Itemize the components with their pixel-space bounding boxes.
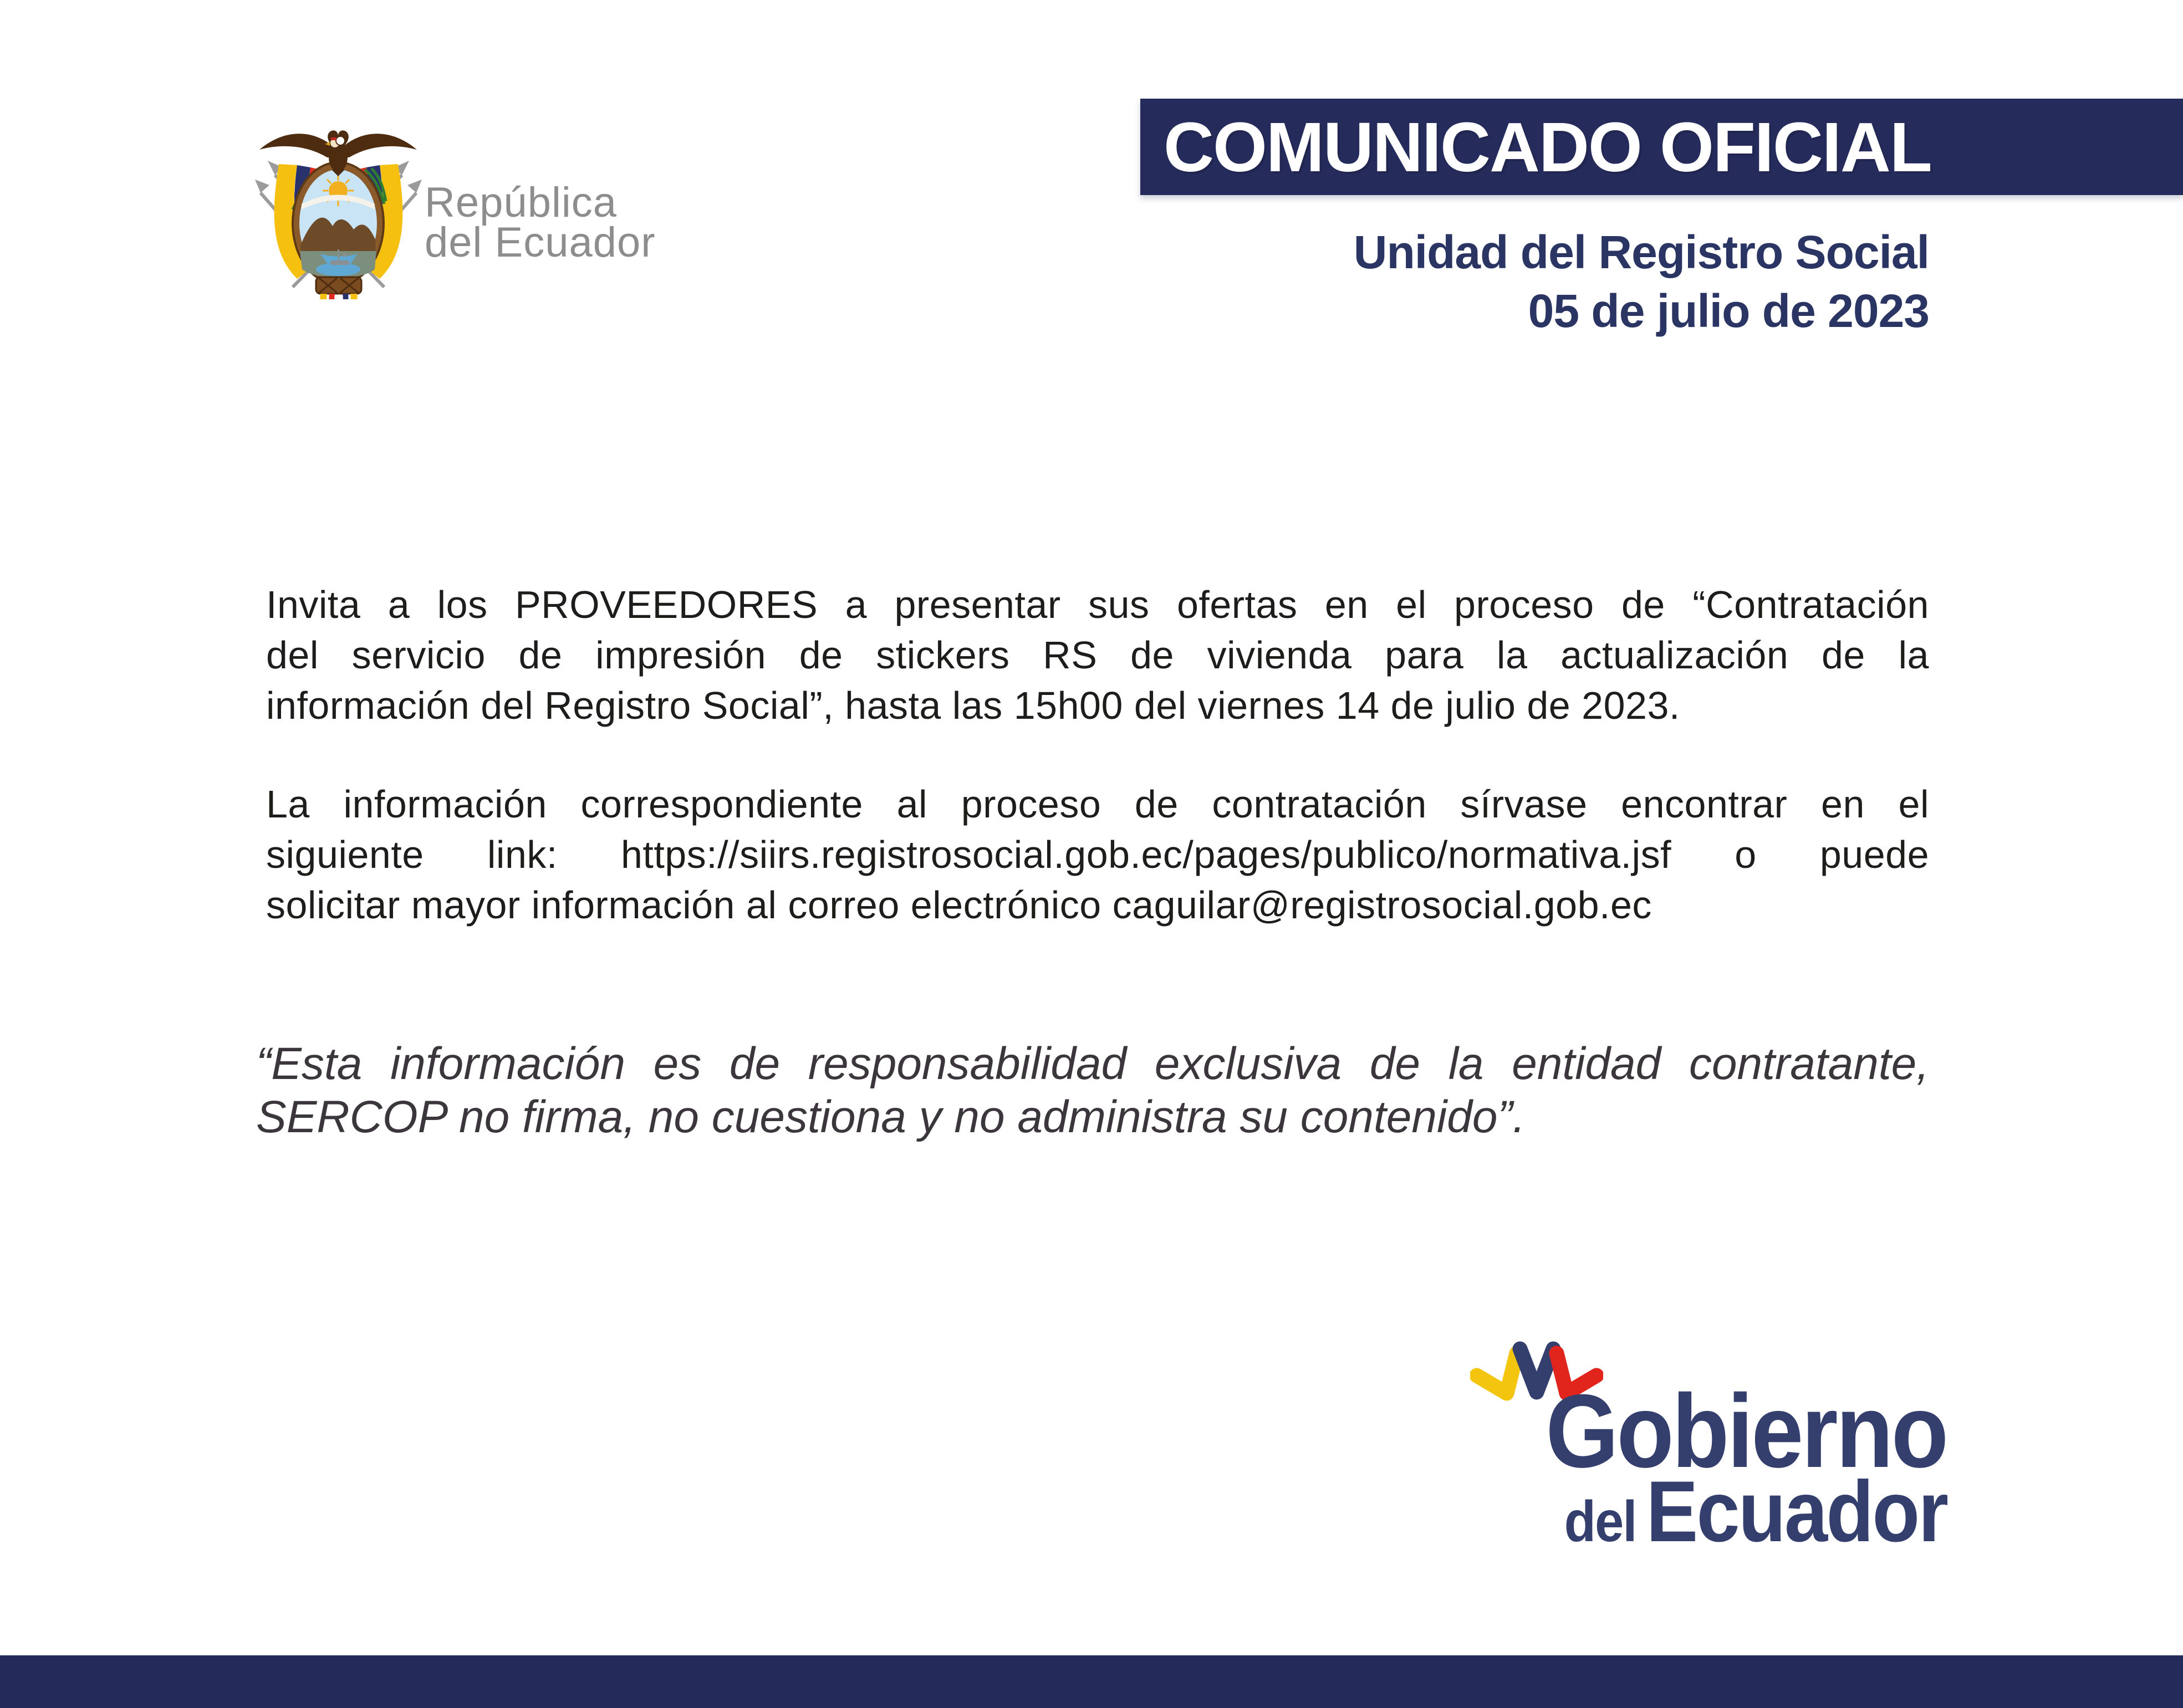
oval-shield [293,162,384,284]
banner-title: COMUNICADO OFICIAL [1164,108,1931,186]
text-line: solicitar mayor información al correo electrónico caguilar@registrosocial.gob.ec [266,883,1652,927]
information-paragraph [266,779,1929,930]
text-line: información del Registro Social”, hasta las 15h00 del viernes 14 de julio de 2023. [266,684,1680,727]
gobierno-logo-line2 [1564,1464,1947,1560]
text-line: La información correspondiente al proceso de contratación sírvase encontrar en el [266,783,1929,826]
text-line: SERCOP no firma, no cuestiona y no administra su contenido”. [256,1092,1526,1142]
fasces [316,277,361,299]
republica-del-ecuador-wordmark [425,179,656,266]
republic-line1: República [425,179,617,226]
republic-line2: del Ecuador [425,219,656,266]
footer-bar [0,1655,2183,1708]
invitation-paragraph [266,580,1929,731]
gobierno-logo-del: del [1564,1490,1636,1554]
text-line: siguiente link: https://siirs.registrosocial.gob.ec/pages/publico/normativa.jsf o puede [266,833,1929,876]
organization-name: Unidad del Registro Social [1353,226,1929,278]
sercop-disclaimer-quote [256,1037,1929,1144]
gobierno-logo-line1: Gobierno [1546,1373,1947,1489]
ecuador-coat-of-arms-icon [254,121,423,299]
text-line: “Esta información es de responsabilidad exclusiva de la entidad contratante, [256,1039,1929,1089]
official-banner [1140,99,2183,195]
gobierno-logo-ecuador: Ecuador [1646,1464,1947,1560]
announcement-date: 05 de julio de 2023 [1528,285,1929,337]
text-line: del servicio de impresión de stickers RS de vivienda para la actualización de la [266,633,1929,677]
text-line: Invita a los PROVEEDORES a presentar sus ofertas en el proceso de “Contratación [266,583,1929,626]
